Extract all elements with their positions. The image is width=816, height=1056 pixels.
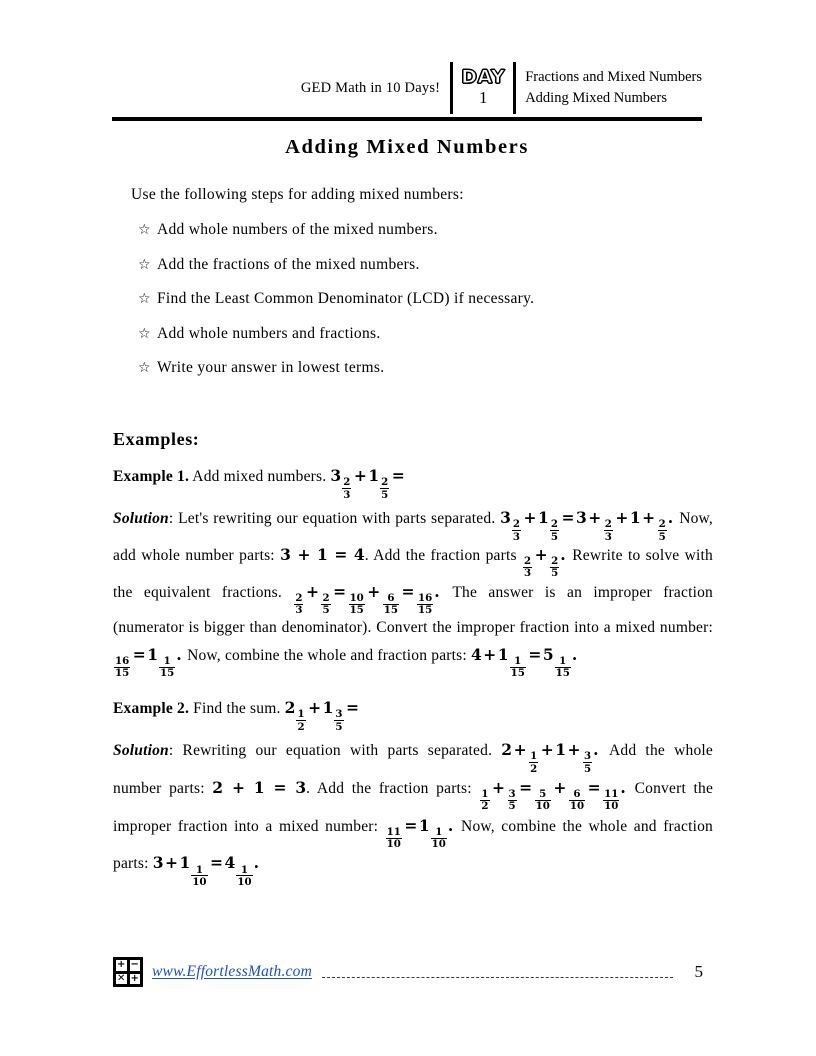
- header-chapter: Fractions and Mixed Numbers: [525, 68, 702, 85]
- solution-colon: :: [168, 510, 174, 527]
- step-label: Find the Least Common Denominator (LCD) if necessary.: [157, 290, 535, 307]
- solution-equation-4: $\frac{11}{10}$ =1 $\frac{1}{10}$ .: [386, 815, 462, 851]
- solution-equation-6: 4+1 $\frac{1}{15}$ =5 $\frac{1}{15}$ .: [471, 644, 578, 680]
- calculator-icon: [113, 957, 143, 987]
- solution-equation-2: 2 + 1 = 3: [212, 777, 307, 797]
- plus-icon-2: +: [130, 972, 139, 984]
- solution-text-4: Convert the improper fraction into a mixed number:: [113, 779, 714, 835]
- list-item: [138, 256, 698, 274]
- example-1-solution: Solution: Let's rewriting our equation with parts separated. 3 $\frac{2}{3}$ +1 $\frac{2}{5}$ =3+ $\frac{2}{3}$ +1+ $\frac{2}{5}$ . Now, add whole number parts: 3 + 1 = 4. Add the fraction parts $\frac{2}{3}$ + $\frac{2}{5}$ . Rewrite to solve with the equivalent fractions. $\frac{2}{3}$ + $\frac{2}{5}$ = $\frac{10}{15}$ + $\frac{6}{15}$ = $\frac{16}{15}$ . The answer is an improper fraction (numerator is bigger than denominator). Convert the improper fraction into a mixed number: $\frac{16}{15}$ =1 $\frac{1}{15}$ . Now, combine the whole and fraction parts: 4+1 $\frac{1}{15}$ =5 $\frac{1}{15}$ .: [113, 508, 713, 680]
- star-icon: ☆: [138, 222, 151, 238]
- solution-text-1: Let's rewriting our equation with parts separated.: [178, 510, 496, 527]
- plus-icon: +: [117, 959, 126, 971]
- solution-equation-1: 3 $\frac{2}{3}$ +1 $\frac{2}{5}$ =3+ $\frac{2}{3}$ +1+ $\frac{2}{5}$ .: [500, 508, 680, 543]
- list-item: [138, 325, 698, 343]
- solution-colon: :: [168, 742, 174, 759]
- header-day-word: DAY: [461, 66, 506, 89]
- solution-text-2: Add the whole number parts:: [113, 742, 713, 797]
- header-book-title: GED Math in 10 Days!: [300, 79, 441, 96]
- solution-equation-2: 3 + 1 = 4: [280, 544, 365, 564]
- solution-text-6: Now, combine the whole and fraction parts:: [187, 646, 467, 664]
- solution-text-5: The answer is an improper fraction (numerator is bigger than denominator). Convert the improper fraction into a mixed number:: [113, 583, 713, 637]
- star-icon: ☆: [138, 325, 151, 342]
- solution-text-1: Rewriting our equation with parts separated.: [182, 742, 493, 759]
- minus-icon: −: [130, 959, 139, 971]
- star-icon: ☆: [138, 360, 151, 376]
- example-1-label: Example 1.: [113, 468, 190, 485]
- example-2-label: Example 2.: [113, 700, 190, 717]
- steps-list: [138, 221, 698, 394]
- example-1-instruction: Add mixed numbers.: [192, 468, 327, 485]
- page-title: Adding Mixed Numbers: [285, 136, 529, 158]
- footer-dashed-rule: [322, 977, 673, 978]
- star-icon: ☆: [138, 291, 151, 307]
- header-divider-rule: [112, 117, 702, 121]
- solution-equation-4: $\frac{2}{3}$ + $\frac{2}{5}$ = $\frac{10}{15}$ + $\frac{6}{15}$ = $\frac{16}{15}$ .: [295, 581, 453, 617]
- list-item: [138, 359, 698, 377]
- header-day-number: 1: [478, 88, 488, 108]
- solution-text-3: Add the fraction parts:: [316, 779, 472, 797]
- example-2-prompt: [113, 698, 713, 732]
- solution-equation-5: $\frac{16}{15}$ =1 $\frac{1}{15}$ .: [115, 644, 188, 680]
- step-label: Add the fractions of the mixed numbers.: [157, 255, 420, 273]
- solution-equation-3: $\frac{2}{3}$ + $\frac{2}{5}$ .: [524, 544, 573, 580]
- example-2-solution: Solution: Rewriting our equation with parts separated. 2+ $\frac{1}{2}$ +1+ $\frac{3}{5}$ . Add the whole number parts: 2 + 1 = 3. Add the fraction parts: $\frac{1}{2}$ + $\frac{3}{5}$ = $\frac{5}{10}$ + $\frac{6}{10}$ = $\frac{11}{10}$ . Convert the improper fraction into a mixed number: $\frac{11}{10}$ =1 $\frac{1}{10}$ . Now, combine the whole and fraction parts: 3+1 $\frac{1}{10}$ =4 $\frac{1}{10}$ .: [113, 740, 714, 888]
- solution-text-4: Rewrite to solve with the equivalent fractions.: [113, 546, 713, 601]
- header-day-box: [450, 62, 516, 114]
- examples-heading: Examples:: [113, 429, 200, 449]
- list-item: [138, 290, 698, 308]
- example-1-prompt: [113, 466, 713, 500]
- solution-equation-1: 2+ $\frac{1}{2}$ +1+ $\frac{3}{5}$ .: [501, 740, 609, 775]
- solution-text-3: Add the fraction parts: [373, 546, 517, 564]
- solution-label: Solution: [113, 510, 169, 527]
- solution-label: Solution: [113, 742, 169, 759]
- solution-equation-3: $\frac{1}{2}$ + $\frac{3}{5}$ = $\frac{5}{10}$ + $\frac{6}{10}$ = $\frac{11}{10}$ .: [481, 777, 635, 813]
- step-label: Add whole numbers and fractions.: [157, 324, 381, 342]
- step-label: Write your answer in lowest terms.: [157, 359, 385, 376]
- page-footer: [113, 950, 703, 994]
- header-topic: [516, 62, 702, 114]
- website-link[interactable]: www.EffortlessMath.com: [152, 963, 312, 980]
- intro-text: Use the following steps for adding mixed numbers:: [131, 186, 464, 203]
- solution-text-2: Now, add whole number parts:: [113, 510, 713, 564]
- multiply-icon: ✕: [117, 972, 126, 984]
- list-item: [138, 221, 698, 239]
- page-number: 5: [694, 962, 703, 981]
- step-label: Add whole numbers of the mixed numbers.: [157, 221, 438, 238]
- solution-text-5: Now, combine the whole and fraction parts:: [113, 817, 713, 873]
- solution-equation-5: 3+1 $\frac{1}{10}$ =4 $\frac{1}{10}$ .: [152, 853, 259, 888]
- example-2-instruction: Find the sum.: [193, 700, 281, 717]
- page-header: [112, 62, 702, 114]
- header-lesson: Adding Mixed Numbers: [525, 90, 667, 106]
- star-icon: ☆: [138, 256, 151, 273]
- example-1-equation: 3 $\frac{2}{3}$ +1 $\frac{2}{5}$ =: [330, 466, 405, 501]
- example-2-equation: 2 $\frac{1}{2}$ +1 $\frac{3}{5}$ =: [284, 698, 359, 733]
